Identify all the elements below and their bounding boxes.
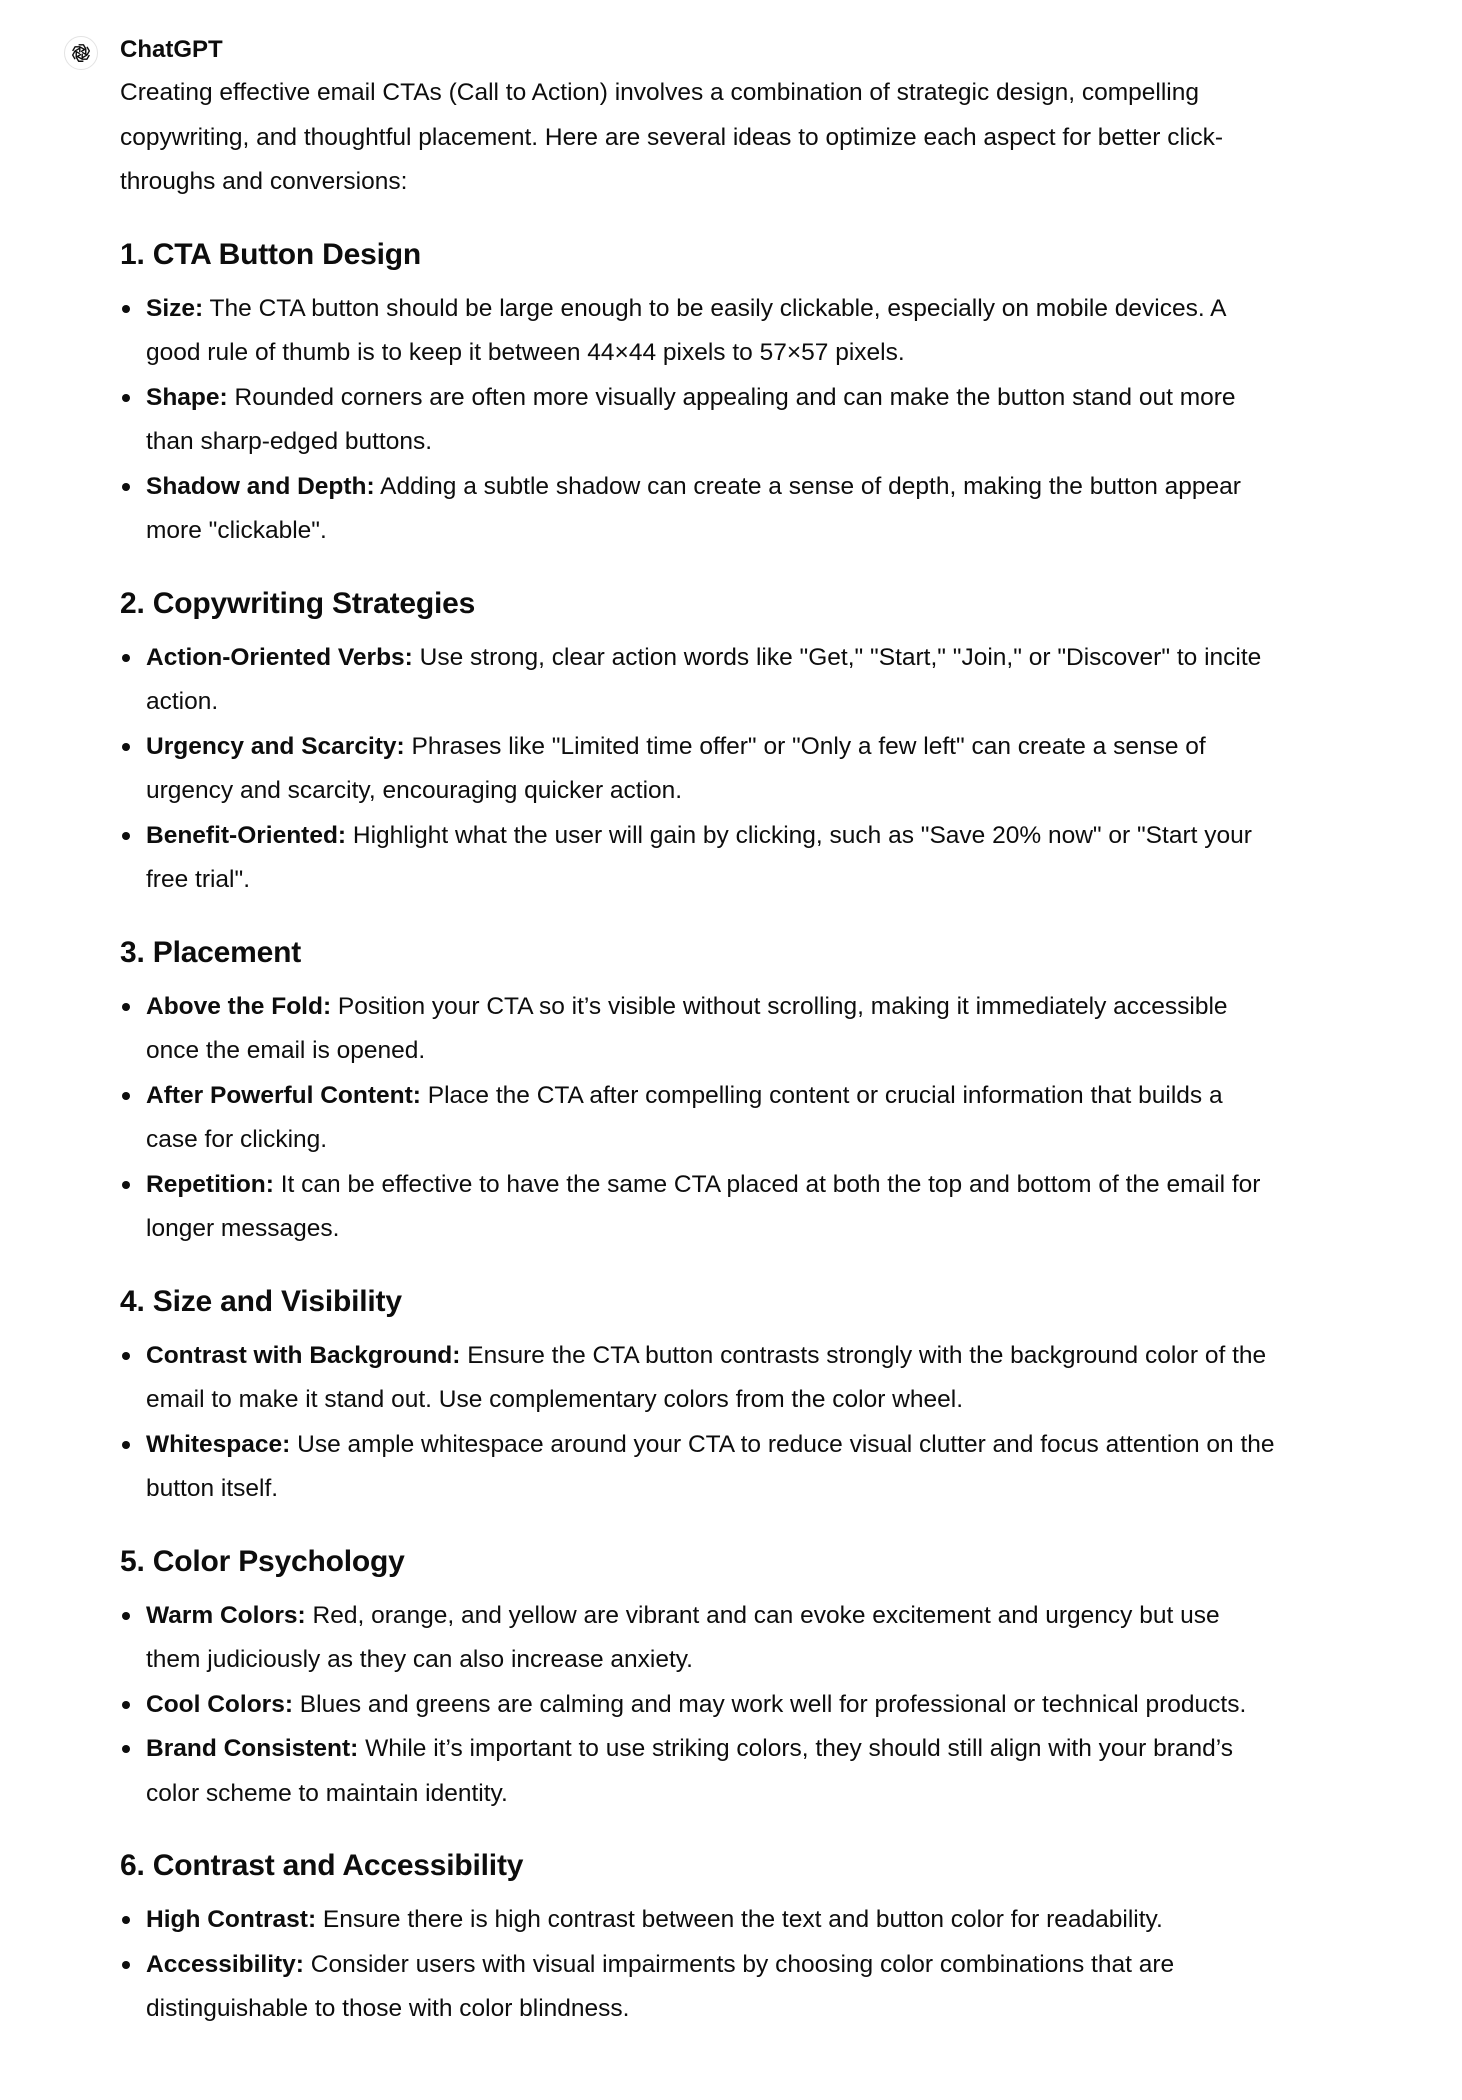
list-item-term: Brand Consistent: [146,1735,359,1762]
list-item-term: Urgency and Scarcity: [146,732,405,760]
list-item-text: Use ample whitespace around your CTA to reduce visual clutter and focus attention on the button itself. [146,1430,1282,1502]
list-item-term: Size: [146,294,204,322]
list-item-text: Blues and greens are calming and may work well for professional or technical products. [293,1690,1247,1718]
list-item [120,287,1280,376]
list-item-text: Use strong, clear action words like "Get," "Start," "Join," or "Discover" to incite action. [146,643,1269,715]
list-item-text: Ensure the CTA button contrasts strongly with the background color of the email to make it stand out. Use complementary colors from the color wheel. [146,1341,1273,1413]
list-item-text: Rounded corners are often more visually appealing and can make the button stand out more than sharp-edged buttons. [146,383,1243,455]
list-item-term: Benefit-Oriented: [146,821,347,849]
section-heading: 5. Color Psychology [120,1544,405,1578]
list-item-text: Position your CTA so it’s visible without scrolling, making it immediately accessible once the email is opened. [146,992,1235,1064]
list-item-term: Contrast with Background: [146,1341,461,1369]
list-item-text: The CTA button should be large enough to be easily clickable, especially on mobile devices. A good rule of thumb is to keep it between 44×44 pixels to 57×57 pixels. [146,294,1232,366]
section-heading: 1. CTA Button Design [120,237,421,271]
list-item-text: It can be effective to have the same CTA placed at both the top and bottom of the email for longer messages. [146,1170,1268,1242]
list-item [120,1727,1280,1816]
list-item [120,376,1280,465]
bullet-list [120,1594,1280,1817]
section-heading: 6. Contrast and Accessibility [120,1849,524,1882]
list-item-term: Warm Colors: [146,1601,306,1629]
list-item-term: After Powerful Content: [146,1081,421,1109]
list-item-term: Accessibility: [146,1950,304,1978]
list-item-text: Ensure there is high contrast between the text and button color for readability. [316,1906,1163,1933]
openai-logo-icon [68,40,94,66]
list-item-text: Consider users with visual impairments by choosing color combinations that are distinguishable to those with color blindness. [146,1950,1181,2022]
bullet-list [120,1898,1280,2032]
list-item [120,814,1280,903]
author-name: ChatGPT [120,36,223,63]
bullet-list [120,636,1280,903]
list-item [120,1594,1280,1683]
list-item-term: Whitespace: [146,1430,291,1458]
section-heading: 3. Placement [120,935,302,969]
list-item-term: Action-Oriented Verbs: [146,643,413,671]
list-item-term: Cool Colors: [146,1690,293,1718]
bullet-list [120,985,1280,1252]
list-item-text: Phrases like "Limited time offer" or "Only a few left" can create a sense of urgency and scarcity, encouraging quicker action. [146,732,1213,804]
list-item [120,1423,1280,1512]
section-heading: 4. Size and Visibility [120,1284,402,1318]
bullet-list [120,1334,1280,1512]
list-item-term: Shadow and Depth: [146,472,375,500]
bullet-list [120,287,1280,554]
section-heading: 2. Copywriting Strategies [120,586,476,620]
intro-paragraph: Creating effective email CTAs (Call to Action) involves a combination of strategic design, compelling copywriting, and thoughtful placement. Here are several ideas to optimize each aspect for better click-throughs and conversions: [120,79,1224,195]
list-item [120,465,1280,554]
list-item [120,1898,1280,1943]
list-item-text: While it’s important to use striking colors, they should still align with your brand’s color scheme to maintain identity. [146,1735,1240,1807]
message-content [120,71,1280,2032]
list-item [120,1074,1280,1163]
list-item [120,1943,1280,2032]
list-item-term: Shape: [146,383,228,411]
list-item-term: High Contrast: [146,1906,317,1933]
avatar [64,36,98,70]
list-item-text: Red, orange, and yellow are vibrant and can evoke excitement and urgency but use them judiciously as they can also increase anxiety. [146,1601,1227,1673]
list-item [120,1334,1280,1423]
list-item-text: Place the CTA after compelling content or crucial information that builds a case for clicking. [146,1081,1230,1153]
list-item [120,1163,1280,1252]
list-item [120,725,1280,814]
list-item [120,636,1280,725]
list-item-text: Highlight what the user will gain by clicking, such as "Save 20% now" or "Start your free trial". [146,821,1259,893]
list-item [120,1683,1280,1728]
list-item [120,985,1280,1074]
sections-container [120,233,1280,2032]
list-item-term: Repetition: [146,1170,274,1198]
list-item-text: Adding a subtle shadow can create a sense of depth, making the button appear more "clickable". [146,472,1248,544]
list-item-term: Above the Fold: [146,992,332,1020]
